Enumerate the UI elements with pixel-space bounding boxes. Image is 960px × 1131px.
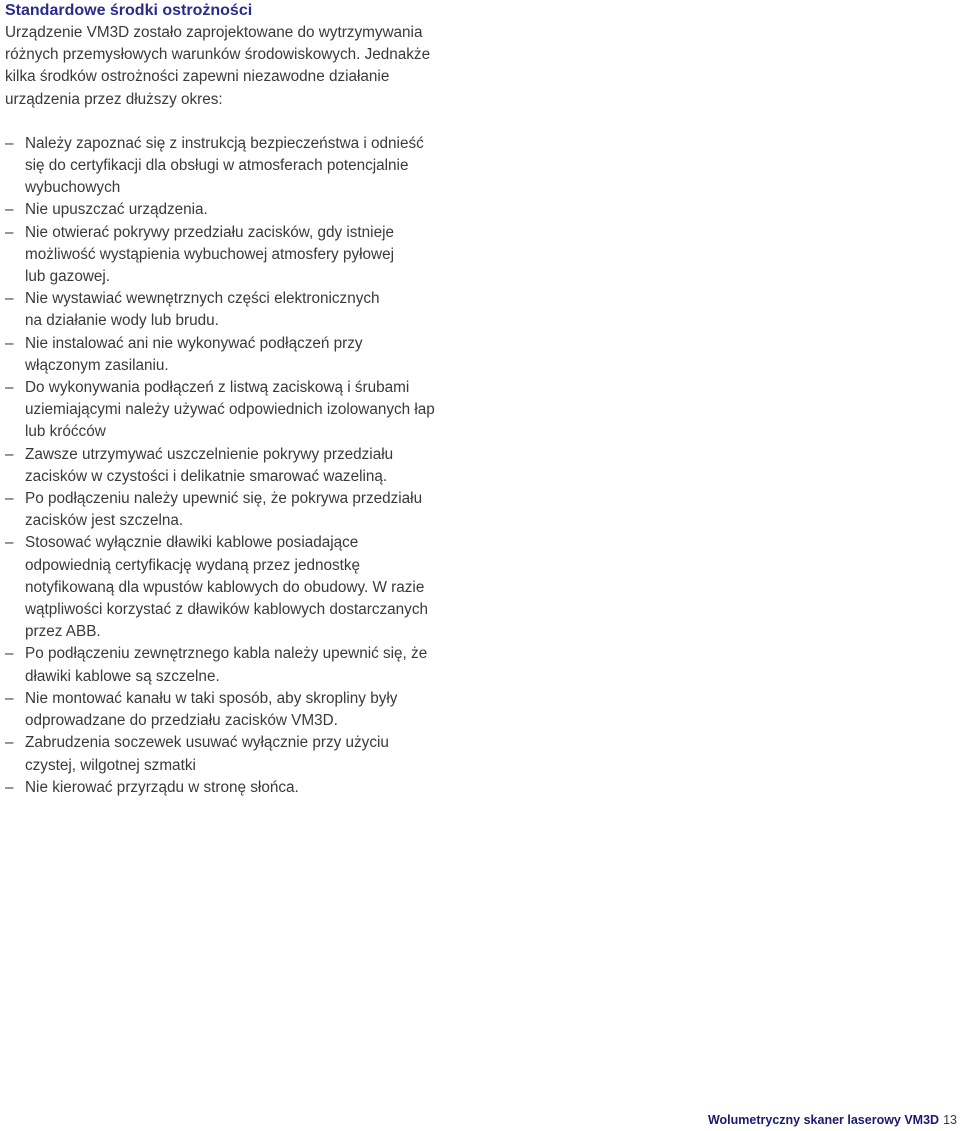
list-item-line: się do certyfikacji dla obsługi w atmosferach potencjalnie	[25, 157, 409, 175]
list-item	[5, 133, 475, 200]
list-dash: –	[5, 645, 14, 663]
list-item-line: przez ABB.	[25, 623, 101, 641]
list-dash: –	[5, 534, 14, 552]
list-dash: –	[5, 490, 14, 508]
list-item-line: dławiki kablowe są szczelne.	[25, 667, 220, 685]
list-item-line: Po podłączeniu zewnętrznego kabla należy upewnić się, że	[25, 645, 428, 663]
list-item-line: Nie wystawiać wewnętrznych części elektronicznych	[25, 290, 380, 308]
list-item	[5, 488, 475, 532]
list-item-line: wybuchowych	[25, 179, 121, 197]
list-dash: –	[5, 134, 14, 152]
page-footer	[708, 1112, 957, 1128]
list-item	[5, 444, 475, 488]
list-item-line: włączonym zasilaniu.	[25, 356, 169, 374]
list-item-line: możliwość wystąpienia wybuchowej atmosfery pyłowej	[25, 245, 394, 263]
list-item-line: Nie instalować ani nie wykonywać podłączeń przy	[25, 334, 363, 352]
list-item-line: Należy zapoznać się z instrukcją bezpieczeństwa i odnieść	[25, 134, 424, 152]
list-dash: –	[5, 734, 14, 752]
list-item-line: na działanie wody lub brudu.	[25, 312, 219, 330]
list-dash: –	[5, 445, 14, 463]
list-item-line: notyfikowaną dla wpustów kablowych do obudowy. W razie	[25, 578, 425, 596]
intro-paragraph	[5, 22, 475, 111]
list-item-line: czystej, wilgotnej szmatki	[25, 756, 196, 774]
list-item-line: Po podłączeniu należy upewnić się, że pokrywa przedziału	[25, 490, 423, 508]
list-item-line: Do wykonywania podłączeń z listwą zaciskową i śrubami	[25, 379, 410, 397]
list-dash: –	[5, 290, 14, 308]
list-item	[5, 777, 475, 799]
list-item	[5, 643, 475, 687]
list-item	[5, 222, 475, 289]
list-dash: –	[5, 778, 14, 796]
document-body	[5, 0, 475, 799]
intro-line: różnych przemysłowych warunków środowiskowych. Jednakże	[5, 46, 431, 64]
list-item-line: odpowiednią certyfikację wydaną przez jednostkę	[25, 556, 361, 574]
list-item-line: Zabrudzenia soczewek usuwać wyłącznie przy użyciu	[25, 734, 389, 752]
intro-line: Urządzenie VM3D zostało zaprojektowane do wytrzymywania	[5, 24, 423, 41]
list-item-line: uziemiającymi należy używać odpowiednich izolowanych łap	[25, 401, 435, 419]
list-item-line: Nie otwierać pokrywy przedziału zacisków, gdy istnieje	[25, 223, 394, 241]
list-item-line: odprowadzane do przedziału zacisków VM3D.	[25, 712, 338, 730]
list-item-line: lub króćców	[25, 423, 106, 441]
list-item	[5, 199, 475, 221]
list-item	[5, 732, 475, 776]
list-dash: –	[5, 689, 14, 707]
list-dash: –	[5, 223, 14, 241]
list-item-line: zacisków w czystości i delikatnie smarować wazeliną.	[25, 467, 388, 485]
list-dash: –	[5, 334, 14, 352]
list-item	[5, 288, 475, 332]
section-heading: Standardowe środki ostrożności	[5, 2, 253, 19]
list-item-line: wątpliwości korzystać z dławików kablowych dostarczanych	[25, 601, 428, 619]
list-dash: –	[5, 379, 14, 397]
list-item-line: lub gazowej.	[25, 268, 111, 286]
list-item	[5, 377, 475, 444]
list-item-line: zacisków jest szczelna.	[25, 512, 184, 530]
list-item-line: Nie upuszczać urządzenia.	[25, 201, 208, 219]
intro-line: urządzenia przez dłuższy okres:	[5, 90, 223, 108]
list-item-line: Nie montować kanału w taki sposób, aby skropliny były	[25, 689, 398, 707]
page-number: 13	[943, 1113, 957, 1127]
intro-line: kilka środków ostrożności zapewni niezawodne działanie	[5, 68, 390, 86]
list-item	[5, 532, 475, 643]
precautions-list	[5, 133, 475, 799]
list-item	[5, 333, 475, 377]
list-item-line: Stosować wyłącznie dławiki kablowe posiadające	[25, 534, 359, 552]
list-dash: –	[5, 201, 14, 219]
list-item-line: Nie kierować przyrządu w stronę słońca.	[25, 778, 299, 796]
footer-title: Wolumetryczny skaner laserowy VM3D	[707, 1113, 940, 1127]
list-item	[5, 688, 475, 732]
list-item-line: Zawsze utrzymywać uszczelnienie pokrywy przedziału	[25, 445, 394, 463]
